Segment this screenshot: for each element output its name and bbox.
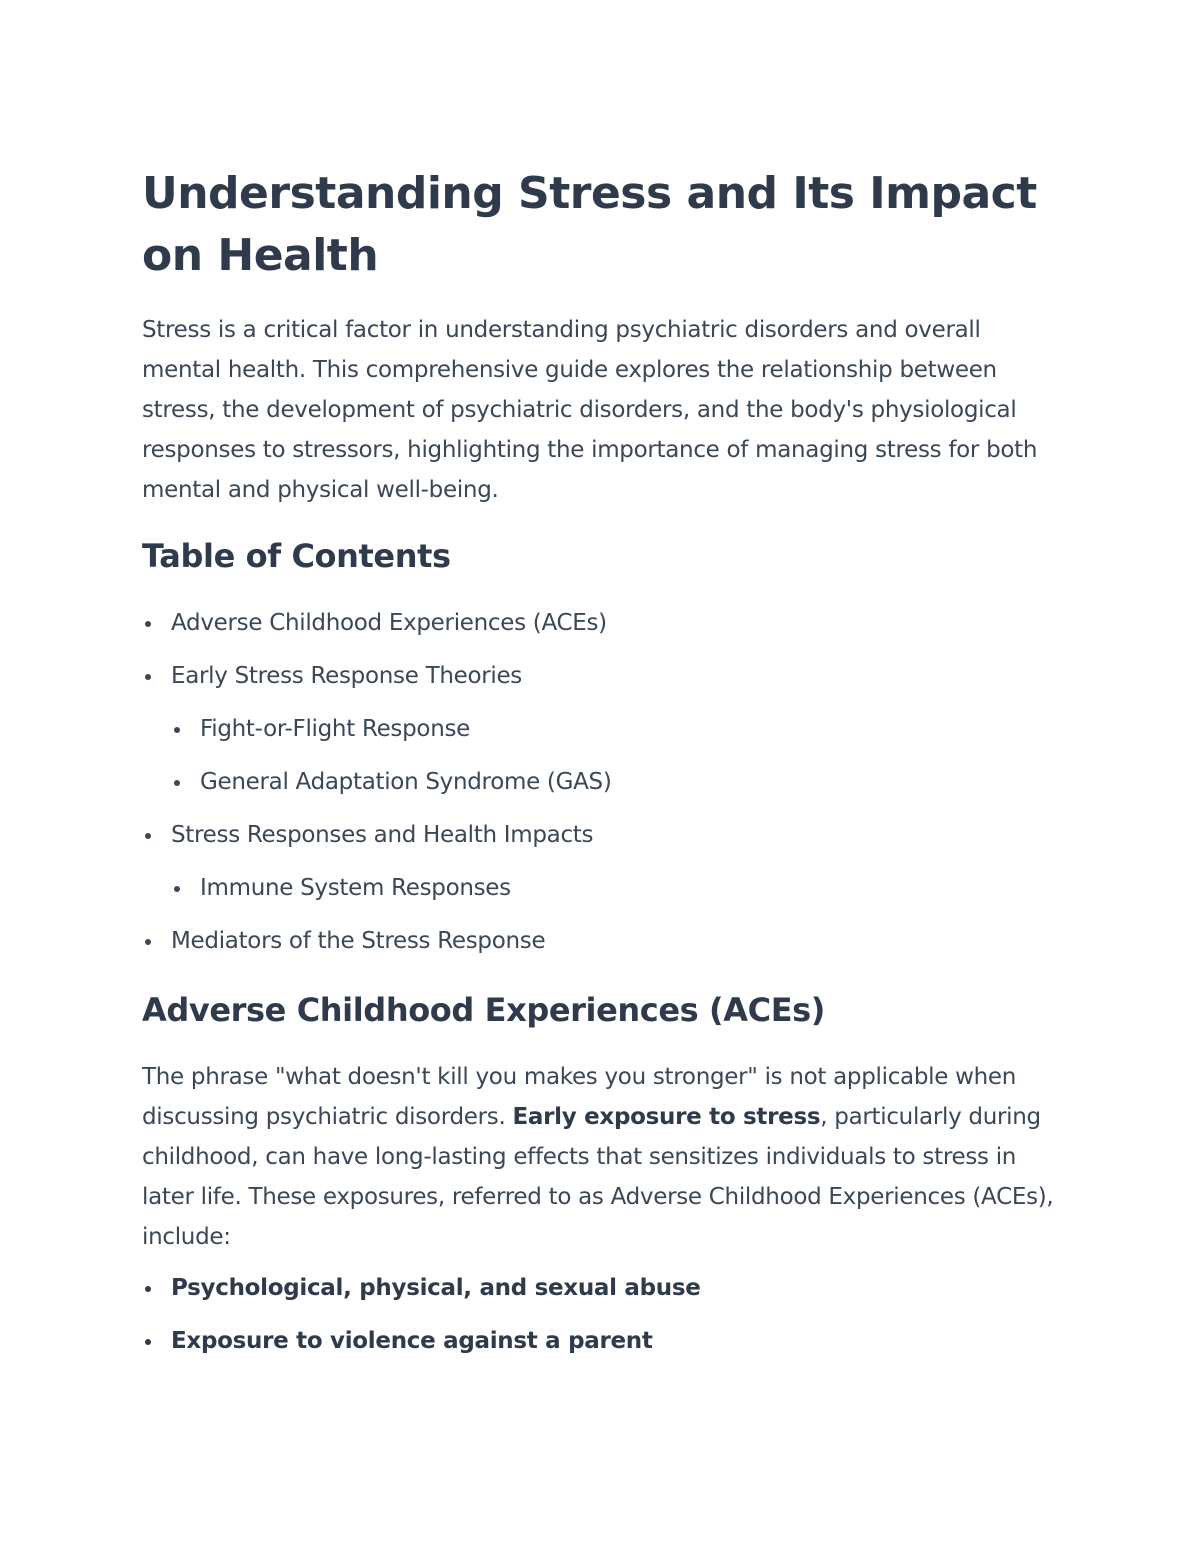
bullet-icon [145, 674, 151, 680]
toc-item-immune-system[interactable] [142, 865, 612, 918]
aces-paragraph-text-cont: , particularly during childhood, can have long-lasting effects that sensitizes individuals to stress in later life. These exposures, referred to as Adverse Childhood Experiences (ACEs), include: [142, 1104, 1054, 1250]
aces-paragraph [142, 1057, 1062, 1257]
toc-item-label: Stress Responses and Health Impacts [171, 822, 594, 848]
toc-item-label: Early Stress Response Theories [171, 663, 522, 689]
bullet-icon [174, 727, 180, 733]
toc-item-label: Fight-or-Flight Response [200, 716, 471, 742]
aces-emphasis: Early exposure to stress [512, 1104, 821, 1130]
toc-item-fight-or-flight[interactable] [142, 706, 612, 759]
toc-item-gas[interactable] [142, 759, 612, 812]
list-item-label: Psychological, physical, and sexual abuse [171, 1275, 701, 1301]
bullet-icon [145, 1339, 151, 1345]
bullet-icon [145, 833, 151, 839]
toc-item-aces[interactable] [142, 600, 612, 653]
toc-item-label: Adverse Childhood Experiences (ACEs) [171, 610, 607, 636]
toc-item-label: Mediators of the Stress Response [171, 928, 546, 954]
table-of-contents [142, 600, 612, 971]
bullet-icon [145, 621, 151, 627]
bullet-icon [145, 1286, 151, 1292]
list-item-label: Exposure to violence against a parent [171, 1328, 653, 1354]
toc-item-label: Immune System Responses [200, 875, 511, 901]
bullet-icon [174, 886, 180, 892]
toc-item-label: General Adaptation Syndrome (GAS) [200, 769, 612, 795]
bullet-icon [174, 780, 180, 786]
toc-item-early-stress-theories[interactable] [142, 653, 612, 706]
toc-heading: Table of Contents [142, 537, 451, 575]
aces-section-heading: Adverse Childhood Experiences (ACEs) [142, 991, 826, 1029]
toc-item-stress-responses[interactable] [142, 812, 612, 865]
list-item [142, 1318, 701, 1371]
toc-item-mediators[interactable] [142, 918, 612, 971]
aces-paragraph-text: The phrase "what doesn't kill you makes you stronger" is not applicable when discussing psychiatric disorders. [142, 1064, 1017, 1130]
document-title: Understanding Stress and Its Impact on Health [142, 168, 1037, 281]
aces-list [142, 1265, 701, 1371]
bullet-icon [145, 939, 151, 945]
intro-paragraph: Stress is a critical factor in understanding psychiatric disorders and overall mental health. This comprehensive guide explores the relationship between stress, the development of psychiatric disorders, and the body's physiological responses to stressors, highlighting the importance of managing stress for both mental and physical well-being. [142, 317, 1038, 503]
list-item [142, 1265, 701, 1318]
